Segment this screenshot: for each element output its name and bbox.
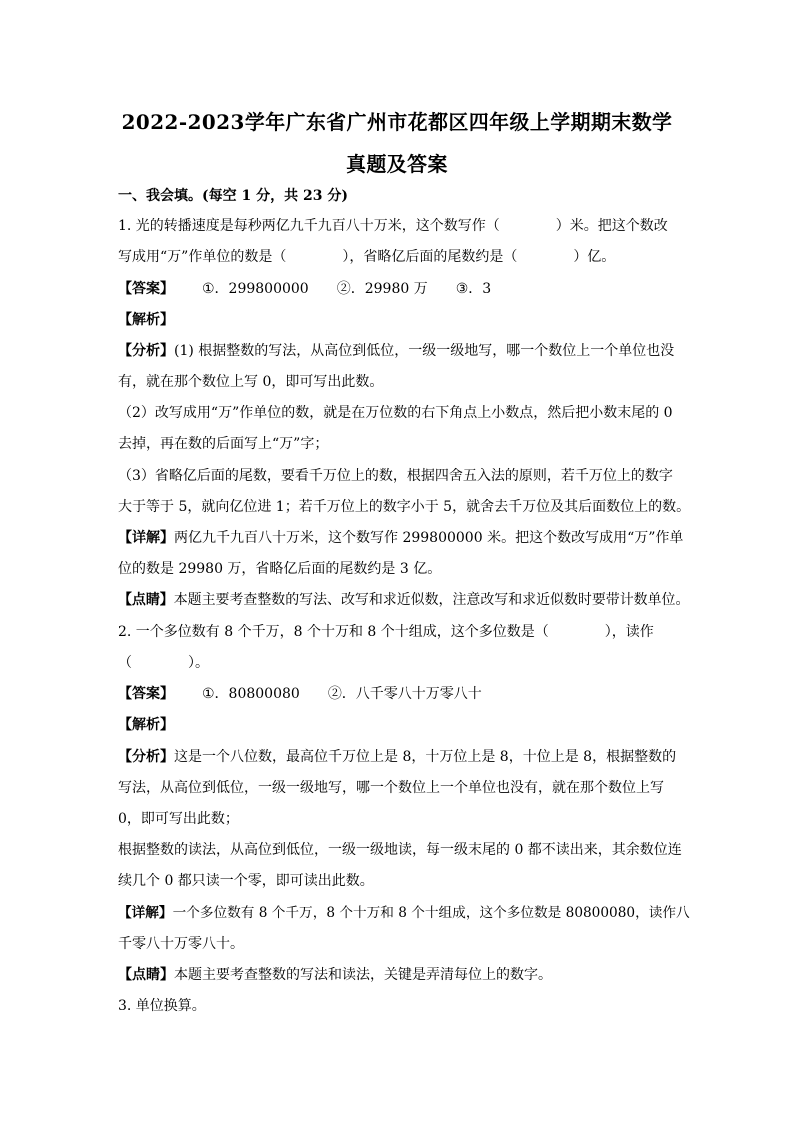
- section-heading: 一、我会填。(每空 1 分，共 23 分): [118, 188, 348, 204]
- q1-answer-1: ①．299800000: [202, 281, 309, 297]
- q1-answer: [118, 279, 491, 299]
- q2-xiangjie-line2: 千零八十万零八十。: [118, 936, 244, 952]
- q1-dianjing: 【点睛】本题主要考查整数的写法、改写和求近似数，注意改写和求近似数时要带计数单位。: [118, 592, 690, 608]
- q2-dianjing: 【点睛】本题主要考查整数的写法和读法，关键是弄清每位上的数字。: [118, 967, 552, 983]
- q2-fenxi-line5: 续几个 0 都只读一个零，即可读出此数。: [118, 873, 374, 889]
- dianjing-tag: 【点睛】: [118, 592, 174, 608]
- q1-fenxi-line3: （2）改写成用“万”作单位的数，就是在万位数的右下角点上小数点，然后把小数末尾的 0: [118, 405, 673, 421]
- q1-answer-2: ②．29980 万: [336, 281, 428, 297]
- q3-text-line1: 3. 单位换算。: [118, 998, 206, 1014]
- q2-fenxi-line4: 根据整数的读法，从高位到低位，一级一级地读，每一级末尾的 0 都不读出来，其余数位连: [118, 842, 682, 858]
- q1-analysis-tag: 【解析】: [118, 312, 174, 328]
- q2-answer-1: ①．80800080: [202, 686, 300, 702]
- answer-tag: 【答案】: [118, 281, 174, 297]
- q1-fenxi-line2: 有，就在那个数位上写 0，即可写出此数。: [118, 374, 384, 390]
- dianjing-tag: 【点睛】: [118, 967, 174, 983]
- q1-text-line1: 1. 光的转播速度是每秒两亿九千九百八十万米，这个数写作（ ）米。把这个数改: [118, 218, 668, 234]
- q1-answer-3: ③．3: [455, 281, 492, 297]
- q2-fenxi-line3: 0，即可写出此数；: [118, 811, 239, 827]
- xiangjie-tag: 【详解】: [118, 905, 173, 921]
- q2-fenxi-line1: 【分析】这是一个八位数，最高位千万位上是 8，十万位上是 8，十位上是 8，根据整数的: [118, 749, 677, 765]
- q1-xiangjie-line2: 位的数是 29980 万，省略亿后面的尾数约是 3 亿。: [118, 561, 442, 577]
- q1-fenxi-line4: 去掉，再在数的后面写上“万”字；: [118, 436, 329, 452]
- q2-answer: [118, 684, 482, 704]
- q2-fenxi-line2: 写法，从高位到低位，一级一级地写，哪一个数位上一个单位也没有，就在那个数位上写: [118, 780, 664, 796]
- fenxi-tag: 【分析】: [118, 343, 174, 359]
- q1-fenxi-line1: 【分析】(1) 根据整数的写法，从高位到低位，一级一级地写，哪一个数位上一个单位也没: [118, 343, 675, 359]
- q1-fenxi-line6: 大于等于 5，就向亿位进 1；若千万位上的数字小于 5，就舍去千万位及其后面数位上的数。: [118, 499, 691, 515]
- answer-tag: 【答案】: [118, 686, 174, 702]
- q2-answer-2: ②．八千零八十万零八十: [327, 686, 482, 702]
- document-title-line2: 真题及答案: [346, 152, 448, 176]
- fenxi-tag: 【分析】: [118, 749, 174, 765]
- q2-text-line2: （ ）。: [118, 655, 209, 671]
- q1-text-line2: 写成用“万”作单位的数是（ ），省略亿后面的尾数约是（ ）亿。: [118, 249, 616, 265]
- document-title-line1: 2022-2023学年广东省广州市花都区四年级上学期期末数学: [121, 110, 673, 134]
- q2-analysis-tag: 【解析】: [118, 717, 174, 733]
- xiangjie-tag: 【详解】: [118, 530, 174, 546]
- q1-xiangjie-line1: 【详解】两亿九千九百八十万米，这个数写作 299800000 米。把这个数改写成用“万”作单: [118, 530, 684, 546]
- q1-fenxi-line5: （3）省略亿后面的尾数，要看千万位上的数，根据四舍五入法的原则，若千万位上的数字: [118, 468, 673, 484]
- q2-text-line1: 2. 一个多位数有 8 个千万，8 个十万和 8 个十组成，这个多位数是（ ），读作: [118, 624, 654, 640]
- q2-xiangjie-line1: 【详解】一个多位数有 8 个千万，8 个十万和 8 个十组成，这个多位数是 80800080，读作八: [118, 905, 690, 921]
